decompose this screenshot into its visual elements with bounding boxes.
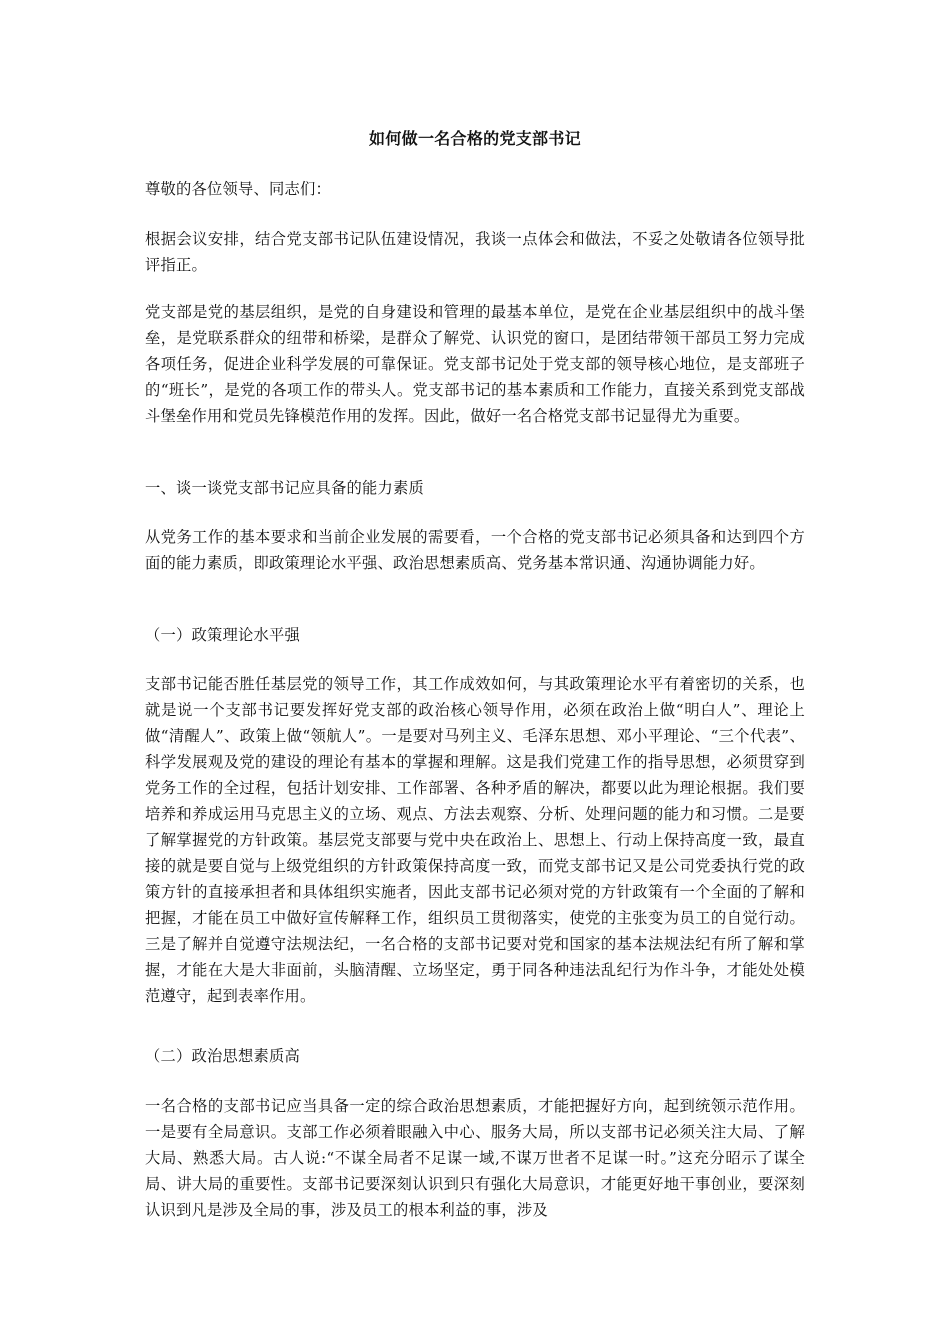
body-paragraph-policy-theory: 支部书记能否胜任基层党的领导工作，其工作成效如何，与其政策理论水平有着密切的关系，也就是说一个支部书记要发挥好党支部的政治核心领导作用，必须在政治上做“明白人”、理论上做“清醒人”、政策上做“领航人”。一是要对马列主义、毛泽东思想、邓小平理论、“三个代表”、科学发展观及党的建设的理论有基本的掌握和理解。这是我们党建工作的指导思想，必须贯穿到党务工作的全过程，包括计划安排、工作部署、各种矛盾的解决，都要以此为理论根据。我们要培养和养成运用马克思主义的立场、观点、方法去观察、分析、处理问题的能力和习惯。二是要了解掌握党的方针政策。基层党支部要与党中央在政治上、思想上、行动上保持高度一致，最直接的就是要自觉与上级党组织的方针政策保持高度一致，而党支部书记又是公司党委执行党的政策方针的直接承担者和具体组织实施者，因此支部书记必须对党的方针政策有一个全面的了解和把握，才能在员工中做好宣传解释工作，组织员工贯彻落实，使党的主张变为员工的自觉行动。三是了解并自觉遵守法规法纪，一名合格的支部书记要对党和国家的基本法规法纪有所了解和掌握，才能在大是大非面前，头脑清醒、立场坚定，勇于同各种违法乱纪行为作斗争，才能处处模范遵守，起到表率作用。 (145, 675, 805, 1005)
body-paragraph-abilities: 从党务工作的基本要求和当前企业发展的需要看，一个合格的党支部书记必须具备和达到四个方面的能力素质，即政策理论水平强、政治思想素质高、党务基本常识通、沟通协调能力好。 (145, 528, 805, 572)
greeting-paragraph: 尊敬的各位领导、同志们： (145, 180, 331, 198)
subheading-political-quality: （二）政治思想素质高 (145, 1047, 300, 1065)
body-paragraph-party-branch: 党支部是党的基层组织，是党的自身建设和管理的最基本单位，是党在企业基层组织中的战斗堡垒，是党联系群众的纽带和桥梁，是群众了解党、认识党的窗口，是团结带领干部员工努力完成各项任务，促进企业科学发展的可靠保证。党支部书记处于党支部的领导核心地位，是支部班子的“班长”，是党的各项工作的带头人。党支部书记的基本素质和工作能力，直接关系到党支部战斗堡垒作用和党员先锋模范作用的发挥。因此，做好一名合格党支部书记显得尤为重要。 (145, 303, 805, 425)
body-paragraph-political-quality: 一名合格的支部书记应当具备一定的综合政治思想素质，才能把握好方向，起到统领示范作用。一是要有全局意识。支部工作必须着眼融入中心、服务大局，所以支部书记必须关注大局、了解大局、熟悉大局。古人说:“不谋全局者不足谋一域,不谋万世者不足谋一时。”这充分昭示了谋全局、讲大局的重要性。支部书记要深刻认识到只有强化大局意识，才能更好地干事创业，要深刻认识到凡是涉及全局的事，涉及员工的根本利益的事，涉及 (145, 1097, 805, 1219)
document-title: 如何做一名合格的党支部书记 (369, 129, 581, 148)
subheading-policy-theory: （一）政策理论水平强 (145, 626, 300, 644)
intro-paragraph: 根据会议安排，结合党支部书记队伍建设情况，我谈一点体会和做法，不妥之处敬请各位领导批评指正。 (145, 230, 805, 274)
section-heading-1: 一、谈一谈党支部书记应具备的能力素质 (145, 479, 424, 497)
